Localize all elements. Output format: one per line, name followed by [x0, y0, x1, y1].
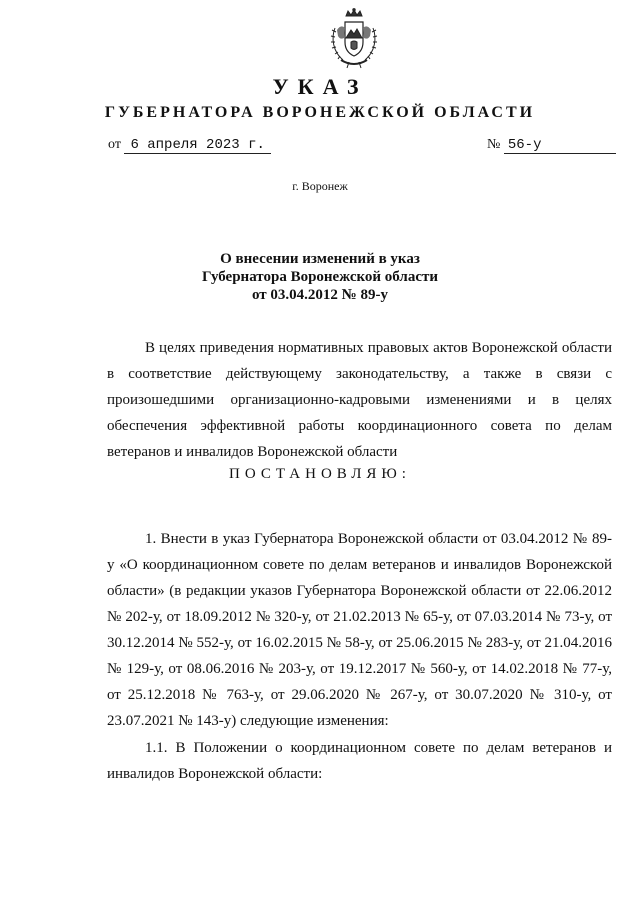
number-row [487, 137, 616, 154]
item-1-1-paragraph: 1.1. В Положении о координационном совете по делам ветеранов и инвалидов Воронежской области: [107, 740, 612, 782]
item-1-paragraph: 1. Внести в указ Губернатора Воронежской области от 03.04.2012 № 89-у «О координационном совете по делам ветеранов и инвалидов Воронежской области» (в редакции указов Губернатора Воронежской области от 22.06.2012 № 202-у, от 18.09.2012 № 320-у, от 21.02.2013 № 65-у, от 07.03.2014 № 73-у, от 30.12.2014 № 552-у, от 16.02.2015 № 58-у, от 25.06.2015 № 283-у, от 21.04.2016 № 129-у, от 08.06.2016 № 203-у, от 19.12.2017 № 560-у, от 14.02.2018 № 77-у, от 25.12.2018 № 763-у, от 29.06.2020 № 267-у, от 30.07.2020 № 310-у, от 23.07.2021 № 143-у) следующие изменения: [107, 531, 612, 729]
issuer-title: ГУБЕРНАТОРА ВОРОНЕЖСКОЙ ОБЛАСТИ [104, 104, 536, 121]
intro-paragraph: В целях приведения нормативных правовых актов Воронежской области в соответствие действующему законодательству, а также в связи с произошедшими организационно-кадровыми изменениями и в целях обеспечения эффективной работы координационного совета по делам ветеранов и инвалидов Воронежской области [107, 340, 612, 460]
coat-of-arms-emblem [327, 8, 381, 70]
subject-line-1: О внесении изменений в указ [220, 251, 420, 267]
document-type-title: УКАЗ [272, 74, 368, 99]
date-suffix: г. [248, 137, 265, 153]
date-value: 6 апреля 2023 г. [124, 137, 270, 154]
number-prefix: № [487, 137, 501, 152]
subject-line-3: от 03.04.2012 № 89-у [252, 287, 388, 303]
date-row [108, 137, 271, 154]
city-label: г. Воронеж [292, 179, 348, 193]
decree-word: ПОСТАНОВЛЯЮ: [229, 466, 411, 482]
date-prefix: от [108, 137, 121, 152]
number-value: 56-у [504, 137, 616, 154]
subject-line-2: Губернатора Воронежской области [201, 269, 439, 285]
subject-heading [0, 250, 640, 304]
